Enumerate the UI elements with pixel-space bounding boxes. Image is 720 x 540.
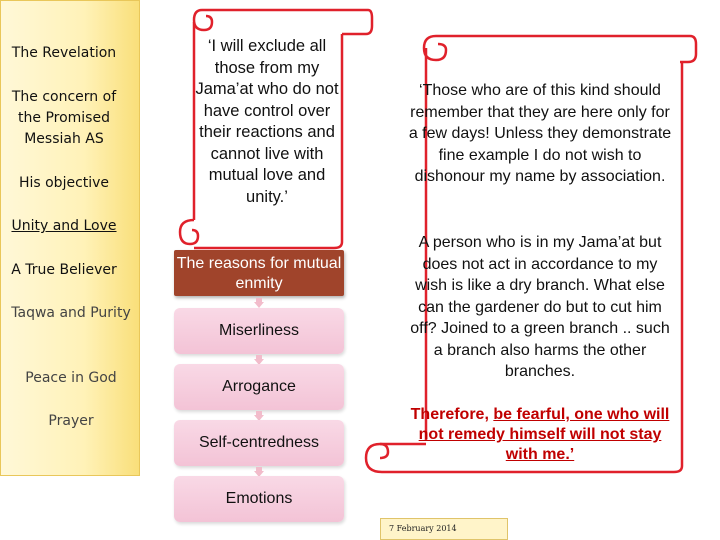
sidebar-item-taqwa[interactable]: Taqwa and Purity bbox=[11, 305, 131, 321]
quote-right-para3-lead: Therefore, bbox=[410, 406, 494, 423]
date-label: 7 February 2014 bbox=[380, 518, 508, 540]
sidebar-item-true-believer[interactable]: A True Believer bbox=[11, 262, 117, 278]
sidebar-item-objective[interactable]: His objective bbox=[18, 175, 110, 191]
sidebar-item-peace-in-god[interactable]: Peace in God bbox=[25, 370, 117, 386]
quote-right-para3-emphasis: be fearful, one who will not remedy himself will not stay with me.’ bbox=[418, 406, 670, 463]
quote-right-para1: ‘Those who are of this kind should remember that they are here only for a few days! Unless they demonstrate fine example I do not wish to dishonour my name by association. bbox=[408, 82, 672, 185]
step-miserliness: Miserliness bbox=[174, 308, 344, 354]
sidebar-item-concern[interactable]: The concern of the Promised Messiah AS bbox=[11, 89, 117, 147]
quote-left-text: ‘I will exclude all those from my Jama’at who do not have control over their reactions and cannot live with mutual love and unity.’ bbox=[195, 37, 339, 206]
down-arrow-icon bbox=[254, 298, 264, 308]
step-emotions: Emotions bbox=[174, 476, 344, 522]
sidebar-item-prayer[interactable]: Prayer bbox=[48, 413, 94, 429]
sidebar-item-revelation[interactable]: The Revelation bbox=[11, 45, 117, 61]
step-arrogance: Arrogance bbox=[174, 364, 344, 410]
quote-scroll-right bbox=[360, 20, 700, 480]
sidebar-item-unity-and-love[interactable]: Unity and Love bbox=[11, 218, 117, 234]
quote-scroll-left bbox=[172, 4, 372, 252]
step-self-centredness: Self-centredness bbox=[174, 420, 344, 466]
process-heading: The reasons for mutual enmity bbox=[174, 250, 344, 296]
quote-right-para2: A person who is in my Jama’at but does not act in accordance to my wish is like a dry branch. What else can the gardener do but to cut him off? Joined to a green branch .. such a branch also harms the other branches. bbox=[410, 234, 670, 380]
sidebar bbox=[0, 0, 140, 476]
quote-right-para3 bbox=[408, 405, 672, 465]
